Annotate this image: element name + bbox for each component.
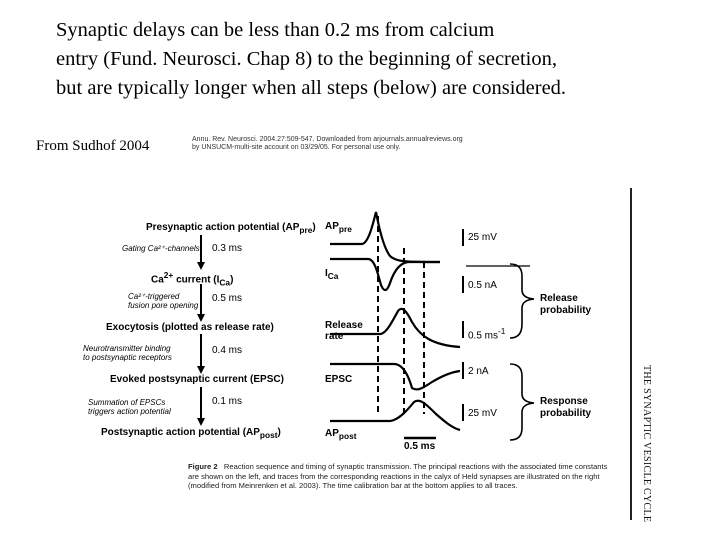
scale-25mv-pre: 25 mV	[468, 232, 497, 243]
trace-label-epsc: EPSC	[325, 374, 353, 385]
scale-0-5na: 0.5 nA	[468, 280, 497, 291]
note-gating-channels: Gating Ca²⁺-channels	[122, 244, 200, 253]
trace-ap-pre	[330, 212, 440, 262]
trace-label-ap-pre: $AP_{pre}$	[325, 221, 352, 234]
trace-epsc	[330, 364, 460, 389]
scale-0-5ms-inv: 0.5 $ms^{-1}$	[468, 326, 506, 342]
response-probability-bracket	[510, 364, 534, 440]
note-fusion-pore: Ca²⁺-triggered fusion pore opening	[128, 292, 199, 310]
delay-4: 0.1 ms	[212, 396, 243, 407]
scale-2na: 2 nA	[468, 366, 489, 377]
release-probability-bracket	[510, 264, 534, 338]
trace-label-ap-post: $AP_{post}$	[325, 428, 357, 441]
figure-caption-label: Figure 2	[188, 462, 218, 471]
source-credit: From Sudhof 2004	[36, 138, 150, 154]
figure-caption-text: Reaction sequence and timing of synaptic transmission. The principal reactions with the associated time constants are shown on the left, and traces from the corresponding reactions in the calyx of Held synapses are illustrated on the right (modified from Meinrenken et al. 2003). The time calibration bar at the bottom applies to all traces.	[188, 462, 608, 491]
step-epsc: Evoked postsynaptic current (EPSC)	[110, 374, 284, 385]
step-postsynaptic-ap: Postsynaptic action potential $(AP_{post})$	[101, 427, 281, 440]
trace-release-rate	[330, 309, 460, 347]
title-line-3: but are typically longer when all steps (below) are considered.	[56, 77, 567, 99]
step-calcium-current: $Ca^{2+}$ current $(I_{Ca})$	[151, 270, 234, 288]
note-epsc-summation: Summation of EPSCs triggers action potential	[88, 398, 171, 416]
figure-caption	[188, 462, 618, 491]
release-probability-label: Release probability	[540, 293, 592, 316]
response-probability-label: Response probability	[540, 396, 592, 419]
time-calibration-label: 0.5 ms	[404, 441, 436, 452]
title-line-1: Synaptic delays can be less than 0.2 ms from calcium	[56, 19, 495, 41]
delay-2: 0.5 ms	[212, 293, 243, 304]
journal-header-line-2: by UNSUCM-multi-site account on 03/29/05. For personal use only.	[192, 144, 401, 151]
scale-25mv-post: 25 mV	[468, 408, 497, 419]
step-presynaptic-ap: Presynaptic action potential $(AP_{pre})$	[146, 222, 316, 235]
running-head: THE SYNAPTIC VESICLE CYCLE	[641, 365, 652, 523]
delay-1: 0.3 ms	[212, 243, 243, 254]
trace-ap-post	[330, 401, 460, 430]
trace-label-ica: $I_{Ca}$	[325, 268, 339, 281]
title-line-2: entry (Fund. Neurosci. Chap 8) to the beginning of secretion,	[56, 48, 557, 70]
note-transmitter-binding: Neurotransmitter binding to postsynaptic receptors	[83, 344, 172, 362]
step-exocytosis: Exocytosis (plotted as release rate)	[106, 322, 274, 333]
delay-3: 0.4 ms	[212, 345, 243, 356]
trace-label-release-rate: Release rate	[325, 320, 363, 342]
journal-header-line-1: Annu. Rev. Neurosci. 2004.27:509-547. Downloaded from arjournals.annualreviews.org	[192, 136, 463, 143]
